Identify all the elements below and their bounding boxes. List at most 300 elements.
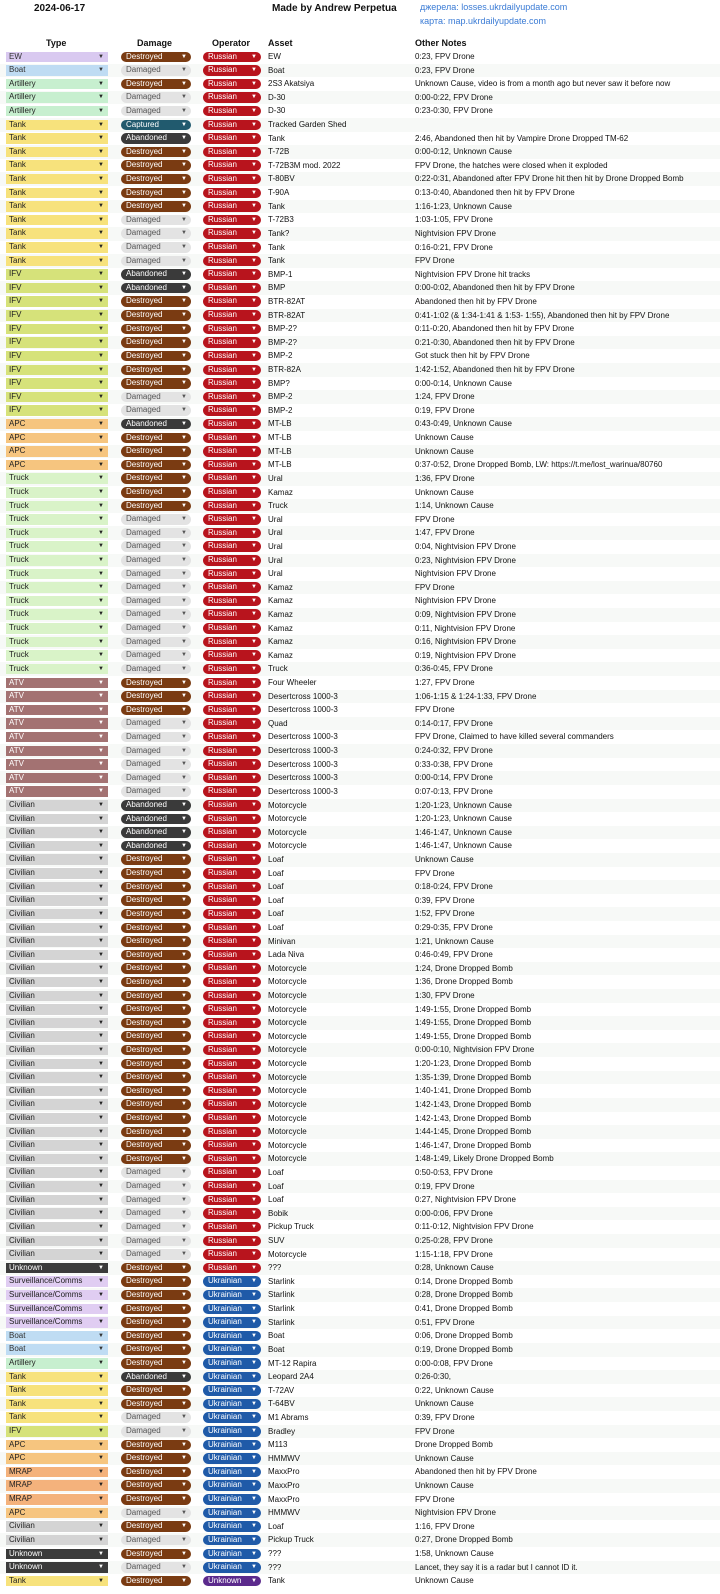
type-select[interactable]: [6, 1453, 108, 1464]
damage-select[interactable]: [121, 242, 191, 253]
operator-select[interactable]: [203, 705, 261, 716]
damage-select[interactable]: [121, 65, 191, 76]
operator-select[interactable]: [203, 188, 261, 199]
type-select[interactable]: [6, 623, 108, 634]
type-select[interactable]: [6, 664, 108, 675]
operator-select[interactable]: [203, 1263, 261, 1274]
type-select[interactable]: [6, 528, 108, 539]
type-select[interactable]: [6, 296, 108, 307]
type-select[interactable]: [6, 800, 108, 811]
operator-select[interactable]: [203, 1494, 261, 1505]
type-select[interactable]: [6, 1562, 108, 1573]
damage-select[interactable]: [121, 1358, 191, 1369]
operator-select[interactable]: [203, 1086, 261, 1097]
type-select[interactable]: [6, 1059, 108, 1070]
type-select[interactable]: [6, 827, 108, 838]
damage-select[interactable]: [121, 228, 191, 239]
type-select[interactable]: [6, 1167, 108, 1178]
operator-select[interactable]: [203, 582, 261, 593]
type-select[interactable]: [6, 1099, 108, 1110]
damage-select[interactable]: [121, 1426, 191, 1437]
type-select[interactable]: [6, 1113, 108, 1124]
type-select[interactable]: [6, 1440, 108, 1451]
operator-select[interactable]: [203, 718, 261, 729]
operator-select[interactable]: [203, 1127, 261, 1138]
damage-select[interactable]: [121, 1372, 191, 1383]
type-select[interactable]: [6, 786, 108, 797]
operator-select[interactable]: [203, 433, 261, 444]
damage-select[interactable]: [121, 569, 191, 580]
operator-select[interactable]: [203, 1467, 261, 1478]
type-select[interactable]: [6, 1263, 108, 1274]
damage-select[interactable]: [121, 991, 191, 1002]
type-select[interactable]: [6, 337, 108, 348]
operator-select[interactable]: [203, 1412, 261, 1423]
type-select[interactable]: [6, 283, 108, 294]
type-select[interactable]: [6, 1195, 108, 1206]
damage-select[interactable]: [121, 405, 191, 416]
type-select[interactable]: [6, 1576, 108, 1587]
operator-select[interactable]: [203, 419, 261, 430]
type-select[interactable]: [6, 814, 108, 825]
type-select[interactable]: [6, 1331, 108, 1342]
damage-select[interactable]: [121, 732, 191, 743]
damage-select[interactable]: [121, 174, 191, 185]
type-select[interactable]: [6, 324, 108, 335]
type-select[interactable]: [6, 1276, 108, 1287]
damage-select[interactable]: [121, 79, 191, 90]
operator-select[interactable]: [203, 1372, 261, 1383]
damage-select[interactable]: [121, 1222, 191, 1233]
damage-select[interactable]: [121, 718, 191, 729]
type-select[interactable]: [6, 609, 108, 620]
operator-select[interactable]: [203, 65, 261, 76]
type-select[interactable]: [6, 1072, 108, 1083]
damage-select[interactable]: [121, 1167, 191, 1178]
damage-select[interactable]: [121, 1535, 191, 1546]
damage-select[interactable]: [121, 201, 191, 212]
damage-select[interactable]: [121, 160, 191, 171]
damage-select[interactable]: [121, 378, 191, 389]
type-select[interactable]: [6, 1344, 108, 1355]
operator-select[interactable]: [203, 1535, 261, 1546]
operator-select[interactable]: [203, 1562, 261, 1573]
damage-select[interactable]: [121, 310, 191, 321]
type-select[interactable]: [6, 446, 108, 457]
operator-select[interactable]: [203, 800, 261, 811]
operator-select[interactable]: [203, 201, 261, 212]
operator-select[interactable]: [203, 337, 261, 348]
damage-select[interactable]: [121, 324, 191, 335]
damage-select[interactable]: [121, 637, 191, 648]
damage-select[interactable]: [121, 1072, 191, 1083]
damage-select[interactable]: [121, 1290, 191, 1301]
operator-select[interactable]: [203, 310, 261, 321]
operator-select[interactable]: [203, 950, 261, 961]
operator-select[interactable]: [203, 528, 261, 539]
operator-select[interactable]: [203, 1576, 261, 1587]
type-select[interactable]: [6, 92, 108, 103]
damage-select[interactable]: [121, 936, 191, 947]
type-select[interactable]: [6, 1521, 108, 1532]
damage-select[interactable]: [121, 365, 191, 376]
damage-select[interactable]: [121, 1521, 191, 1532]
operator-select[interactable]: [203, 269, 261, 280]
operator-select[interactable]: [203, 841, 261, 852]
operator-select[interactable]: [203, 555, 261, 566]
type-select[interactable]: [6, 106, 108, 117]
damage-select[interactable]: [121, 1140, 191, 1151]
type-select[interactable]: [6, 1399, 108, 1410]
operator-select[interactable]: [203, 569, 261, 580]
operator-select[interactable]: [203, 923, 261, 934]
operator-select[interactable]: [203, 283, 261, 294]
damage-select[interactable]: [121, 283, 191, 294]
damage-select[interactable]: [121, 923, 191, 934]
operator-select[interactable]: [203, 242, 261, 253]
type-select[interactable]: [6, 1236, 108, 1247]
type-select[interactable]: [6, 705, 108, 716]
damage-select[interactable]: [121, 120, 191, 131]
type-select[interactable]: [6, 691, 108, 702]
type-select[interactable]: [6, 1317, 108, 1328]
operator-select[interactable]: [203, 215, 261, 226]
type-select[interactable]: [6, 936, 108, 947]
type-select[interactable]: [6, 174, 108, 185]
damage-select[interactable]: [121, 256, 191, 267]
operator-select[interactable]: [203, 1480, 261, 1491]
operator-select[interactable]: [203, 473, 261, 484]
damage-select[interactable]: [121, 215, 191, 226]
damage-select[interactable]: [121, 1208, 191, 1219]
operator-select[interactable]: [203, 1290, 261, 1301]
damage-select[interactable]: [121, 800, 191, 811]
operator-select[interactable]: [203, 79, 261, 90]
type-select[interactable]: [6, 854, 108, 865]
damage-select[interactable]: [121, 433, 191, 444]
damage-select[interactable]: [121, 1304, 191, 1315]
type-select[interactable]: [6, 1358, 108, 1369]
type-select[interactable]: [6, 378, 108, 389]
damage-select[interactable]: [121, 514, 191, 525]
operator-select[interactable]: [203, 256, 261, 267]
operator-select[interactable]: [203, 977, 261, 988]
damage-select[interactable]: [121, 1059, 191, 1070]
type-select[interactable]: [6, 541, 108, 552]
type-select[interactable]: [6, 841, 108, 852]
damage-select[interactable]: [121, 1263, 191, 1274]
damage-select[interactable]: [121, 106, 191, 117]
damage-select[interactable]: [121, 1236, 191, 1247]
operator-select[interactable]: [203, 1222, 261, 1233]
damage-select[interactable]: [121, 52, 191, 63]
damage-select[interactable]: [121, 1031, 191, 1042]
type-select[interactable]: [6, 188, 108, 199]
damage-select[interactable]: [121, 1331, 191, 1342]
operator-select[interactable]: [203, 147, 261, 158]
operator-select[interactable]: [203, 365, 261, 376]
operator-select[interactable]: [203, 623, 261, 634]
type-select[interactable]: [6, 1086, 108, 1097]
operator-select[interactable]: [203, 120, 261, 131]
damage-select[interactable]: [121, 1385, 191, 1396]
operator-select[interactable]: [203, 1140, 261, 1151]
operator-select[interactable]: [203, 650, 261, 661]
operator-select[interactable]: [203, 1508, 261, 1519]
damage-select[interactable]: [121, 1086, 191, 1097]
type-select[interactable]: [6, 1535, 108, 1546]
type-select[interactable]: [6, 1467, 108, 1478]
type-select[interactable]: [6, 65, 108, 76]
type-select[interactable]: [6, 882, 108, 893]
type-select[interactable]: [6, 637, 108, 648]
type-select[interactable]: [6, 678, 108, 689]
type-select[interactable]: [6, 555, 108, 566]
type-select[interactable]: [6, 963, 108, 974]
damage-select[interactable]: [121, 827, 191, 838]
operator-select[interactable]: [203, 746, 261, 757]
damage-select[interactable]: [121, 1195, 191, 1206]
operator-select[interactable]: [203, 786, 261, 797]
operator-select[interactable]: [203, 909, 261, 920]
type-select[interactable]: [6, 147, 108, 158]
operator-select[interactable]: [203, 378, 261, 389]
operator-select[interactable]: [203, 1317, 261, 1328]
damage-select[interactable]: [121, 1045, 191, 1056]
damage-select[interactable]: [121, 351, 191, 362]
damage-select[interactable]: [121, 773, 191, 784]
type-select[interactable]: [6, 1549, 108, 1560]
damage-select[interactable]: [121, 1412, 191, 1423]
operator-select[interactable]: [203, 1440, 261, 1451]
damage-select[interactable]: [121, 1508, 191, 1519]
damage-select[interactable]: [121, 1562, 191, 1573]
type-select[interactable]: [6, 1154, 108, 1165]
operator-select[interactable]: [203, 133, 261, 144]
map-link[interactable]: карта: map.ukrdailyupdate.com: [420, 16, 547, 26]
damage-select[interactable]: [121, 133, 191, 144]
damage-select[interactable]: [121, 854, 191, 865]
operator-select[interactable]: [203, 460, 261, 471]
type-select[interactable]: [6, 1018, 108, 1029]
operator-select[interactable]: [203, 732, 261, 743]
operator-select[interactable]: [203, 814, 261, 825]
damage-select[interactable]: [121, 895, 191, 906]
damage-select[interactable]: [121, 296, 191, 307]
operator-select[interactable]: [203, 228, 261, 239]
damage-select[interactable]: [121, 977, 191, 988]
type-select[interactable]: [6, 79, 108, 90]
damage-select[interactable]: [121, 609, 191, 620]
operator-select[interactable]: [203, 678, 261, 689]
damage-select[interactable]: [121, 1113, 191, 1124]
type-select[interactable]: [6, 1412, 108, 1423]
operator-select[interactable]: [203, 405, 261, 416]
damage-select[interactable]: [121, 705, 191, 716]
operator-select[interactable]: [203, 1549, 261, 1560]
type-select[interactable]: [6, 392, 108, 403]
type-select[interactable]: [6, 1249, 108, 1260]
operator-select[interactable]: [203, 936, 261, 947]
damage-select[interactable]: [121, 92, 191, 103]
type-select[interactable]: [6, 582, 108, 593]
damage-select[interactable]: [121, 582, 191, 593]
damage-select[interactable]: [121, 1181, 191, 1192]
operator-select[interactable]: [203, 854, 261, 865]
operator-select[interactable]: [203, 773, 261, 784]
damage-select[interactable]: [121, 460, 191, 471]
type-select[interactable]: [6, 773, 108, 784]
operator-select[interactable]: [203, 106, 261, 117]
type-select[interactable]: [6, 977, 108, 988]
type-select[interactable]: [6, 460, 108, 471]
damage-select[interactable]: [121, 1127, 191, 1138]
damage-select[interactable]: [121, 501, 191, 512]
damage-select[interactable]: [121, 1576, 191, 1587]
operator-select[interactable]: [203, 691, 261, 702]
operator-select[interactable]: [203, 1099, 261, 1110]
damage-select[interactable]: [121, 1549, 191, 1560]
operator-select[interactable]: [203, 827, 261, 838]
damage-select[interactable]: [121, 759, 191, 770]
operator-select[interactable]: [203, 174, 261, 185]
operator-select[interactable]: [203, 991, 261, 1002]
operator-select[interactable]: [203, 1453, 261, 1464]
damage-select[interactable]: [121, 623, 191, 634]
type-select[interactable]: [6, 1127, 108, 1138]
type-select[interactable]: [6, 133, 108, 144]
operator-select[interactable]: [203, 1195, 261, 1206]
damage-select[interactable]: [121, 868, 191, 879]
type-select[interactable]: [6, 514, 108, 525]
operator-select[interactable]: [203, 1154, 261, 1165]
damage-select[interactable]: [121, 786, 191, 797]
operator-select[interactable]: [203, 1004, 261, 1015]
damage-select[interactable]: [121, 188, 191, 199]
damage-select[interactable]: [121, 909, 191, 920]
type-select[interactable]: [6, 501, 108, 512]
operator-select[interactable]: [203, 895, 261, 906]
operator-select[interactable]: [203, 1249, 261, 1260]
type-select[interactable]: [6, 1222, 108, 1233]
operator-select[interactable]: [203, 1426, 261, 1437]
operator-select[interactable]: [203, 1059, 261, 1070]
type-select[interactable]: [6, 1508, 108, 1519]
damage-select[interactable]: [121, 814, 191, 825]
operator-select[interactable]: [203, 637, 261, 648]
damage-select[interactable]: [121, 392, 191, 403]
damage-select[interactable]: [121, 147, 191, 158]
operator-select[interactable]: [203, 963, 261, 974]
type-select[interactable]: [6, 1004, 108, 1015]
type-select[interactable]: [6, 228, 108, 239]
operator-select[interactable]: [203, 1208, 261, 1219]
type-select[interactable]: [6, 1494, 108, 1505]
operator-select[interactable]: [203, 1521, 261, 1532]
operator-select[interactable]: [203, 351, 261, 362]
operator-select[interactable]: [203, 1385, 261, 1396]
operator-select[interactable]: [203, 1167, 261, 1178]
operator-select[interactable]: [203, 52, 261, 63]
type-select[interactable]: [6, 895, 108, 906]
type-select[interactable]: [6, 1385, 108, 1396]
damage-select[interactable]: [121, 1154, 191, 1165]
type-select[interactable]: [6, 991, 108, 1002]
damage-select[interactable]: [121, 1453, 191, 1464]
operator-select[interactable]: [203, 1031, 261, 1042]
type-select[interactable]: [6, 1140, 108, 1151]
damage-select[interactable]: [121, 1249, 191, 1260]
type-select[interactable]: [6, 1031, 108, 1042]
type-select[interactable]: [6, 718, 108, 729]
type-select[interactable]: [6, 310, 108, 321]
type-select[interactable]: [6, 351, 108, 362]
type-select[interactable]: [6, 201, 108, 212]
operator-select[interactable]: [203, 1045, 261, 1056]
damage-select[interactable]: [121, 1440, 191, 1451]
operator-select[interactable]: [203, 759, 261, 770]
type-select[interactable]: [6, 950, 108, 961]
operator-select[interactable]: [203, 324, 261, 335]
type-select[interactable]: [6, 1426, 108, 1437]
damage-select[interactable]: [121, 1276, 191, 1287]
type-select[interactable]: [6, 1181, 108, 1192]
type-select[interactable]: [6, 650, 108, 661]
damage-select[interactable]: [121, 446, 191, 457]
damage-select[interactable]: [121, 473, 191, 484]
type-select[interactable]: [6, 487, 108, 498]
operator-select[interactable]: [203, 1236, 261, 1247]
sources-link[interactable]: джерела: losses.ukrdailyupdate.com: [420, 2, 568, 12]
damage-select[interactable]: [121, 1099, 191, 1110]
operator-select[interactable]: [203, 609, 261, 620]
operator-select[interactable]: [203, 868, 261, 879]
operator-select[interactable]: [203, 1331, 261, 1342]
type-select[interactable]: [6, 596, 108, 607]
type-select[interactable]: [6, 1045, 108, 1056]
operator-select[interactable]: [203, 92, 261, 103]
damage-select[interactable]: [121, 1494, 191, 1505]
type-select[interactable]: [6, 732, 108, 743]
operator-select[interactable]: [203, 1113, 261, 1124]
type-select[interactable]: [6, 569, 108, 580]
type-select[interactable]: [6, 1208, 108, 1219]
type-select[interactable]: [6, 1290, 108, 1301]
damage-select[interactable]: [121, 269, 191, 280]
damage-select[interactable]: [121, 1399, 191, 1410]
damage-select[interactable]: [121, 950, 191, 961]
operator-select[interactable]: [203, 1072, 261, 1083]
damage-select[interactable]: [121, 841, 191, 852]
type-select[interactable]: [6, 868, 108, 879]
operator-select[interactable]: [203, 487, 261, 498]
operator-select[interactable]: [203, 296, 261, 307]
operator-select[interactable]: [203, 160, 261, 171]
operator-select[interactable]: [203, 1276, 261, 1287]
type-select[interactable]: [6, 746, 108, 757]
damage-select[interactable]: [121, 882, 191, 893]
type-select[interactable]: [6, 269, 108, 280]
damage-select[interactable]: [121, 678, 191, 689]
type-select[interactable]: [6, 365, 108, 376]
type-select[interactable]: [6, 160, 108, 171]
damage-select[interactable]: [121, 1467, 191, 1478]
operator-select[interactable]: [203, 514, 261, 525]
type-select[interactable]: [6, 923, 108, 934]
damage-select[interactable]: [121, 1018, 191, 1029]
type-select[interactable]: [6, 52, 108, 63]
damage-select[interactable]: [121, 541, 191, 552]
